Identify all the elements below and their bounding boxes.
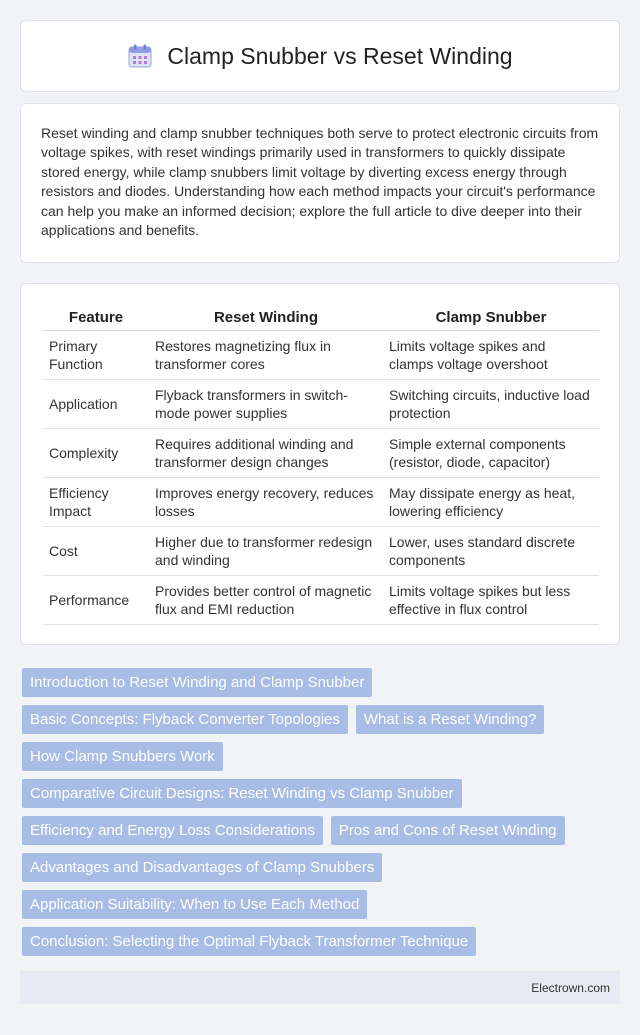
table-cell: Switching circuits, inductive load protection [383, 379, 599, 428]
table-cell: Lower, uses standard discrete components [383, 526, 599, 575]
table-cell: Requires additional winding and transformer design changes [149, 428, 383, 477]
link-what-is-reset-winding[interactable]: What is a Reset Winding? [356, 705, 545, 734]
table-row [43, 428, 599, 477]
link-conclusion[interactable]: Conclusion: Selecting the Optimal Flyback Transformer Technique [22, 927, 476, 956]
table-header-row [43, 304, 599, 330]
table-row [43, 526, 599, 575]
table-cell: Flyback transformers in switch-mode power supplies [149, 379, 383, 428]
intro-card [20, 103, 620, 263]
table-cell: Limits voltage spikes but less effective in flux control [383, 575, 599, 624]
table-row [43, 330, 599, 379]
footer-site: Electrown.com [531, 980, 610, 995]
related-links [22, 668, 612, 956]
link-application-suitability[interactable]: Application Suitability: When to Use Each Method [22, 890, 367, 919]
comparison-table [43, 304, 599, 625]
table-cell: Higher due to transformer redesign and winding [149, 526, 383, 575]
table-row [43, 575, 599, 624]
title-card [20, 20, 620, 92]
page-title: Clamp Snubber vs Reset Winding [167, 42, 513, 69]
link-basic-concepts[interactable]: Basic Concepts: Flyback Converter Topologies [22, 705, 348, 734]
link-introduction[interactable]: Introduction to Reset Winding and Clamp Snubber [22, 668, 372, 697]
table-cell: Primary Function [43, 330, 149, 379]
table-cell: Improves energy recovery, reduces losses [149, 477, 383, 526]
table-cell: Provides better control of magnetic flux and EMI reduction [149, 575, 383, 624]
table-row [43, 379, 599, 428]
footer [20, 971, 620, 1004]
link-how-clamp-snubbers-work[interactable]: How Clamp Snubbers Work [22, 742, 223, 771]
link-advantages-clamp-snubbers[interactable]: Advantages and Disadvantages of Clamp Snubbers [22, 853, 382, 882]
link-efficiency[interactable]: Efficiency and Energy Loss Considerations [22, 816, 323, 845]
header-clamp-snubber: Clamp Snubber [383, 304, 599, 330]
link-comparative-designs[interactable]: Comparative Circuit Designs: Reset Winding vs Clamp Snubber [22, 779, 462, 808]
table-cell: Efficiency Impact [43, 477, 149, 526]
table-row [43, 477, 599, 526]
table-cell: Complexity [43, 428, 149, 477]
header-feature: Feature [43, 304, 149, 330]
link-pros-cons-reset-winding[interactable]: Pros and Cons of Reset Winding [331, 816, 565, 845]
table-cell: Application [43, 379, 149, 428]
calendar-icon [127, 43, 153, 69]
table-cell: Performance [43, 575, 149, 624]
table-cell: May dissipate energy as heat, lowering efficiency [383, 477, 599, 526]
table-cell: Cost [43, 526, 149, 575]
table-cell: Simple external components (resistor, diode, capacitor) [383, 428, 599, 477]
header-reset-winding: Reset Winding [149, 304, 383, 330]
table-cell: Restores magnetizing flux in transformer cores [149, 330, 383, 379]
table-cell: Limits voltage spikes and clamps voltage overshoot [383, 330, 599, 379]
comparison-table-card [20, 283, 620, 645]
intro-paragraph: Reset winding and clamp snubber techniques both serve to protect electronic circuits from voltage spikes, with reset windings primarily used in transformers to quickly dissipate stored energy, while clamp snubbers limit voltage by diverting excess energy through resistors and diodes. Understanding how each method impacts your circuit's performance can help you make an informed decision; explore the full article to dive deeper into their applications and benefits. [41, 125, 599, 239]
